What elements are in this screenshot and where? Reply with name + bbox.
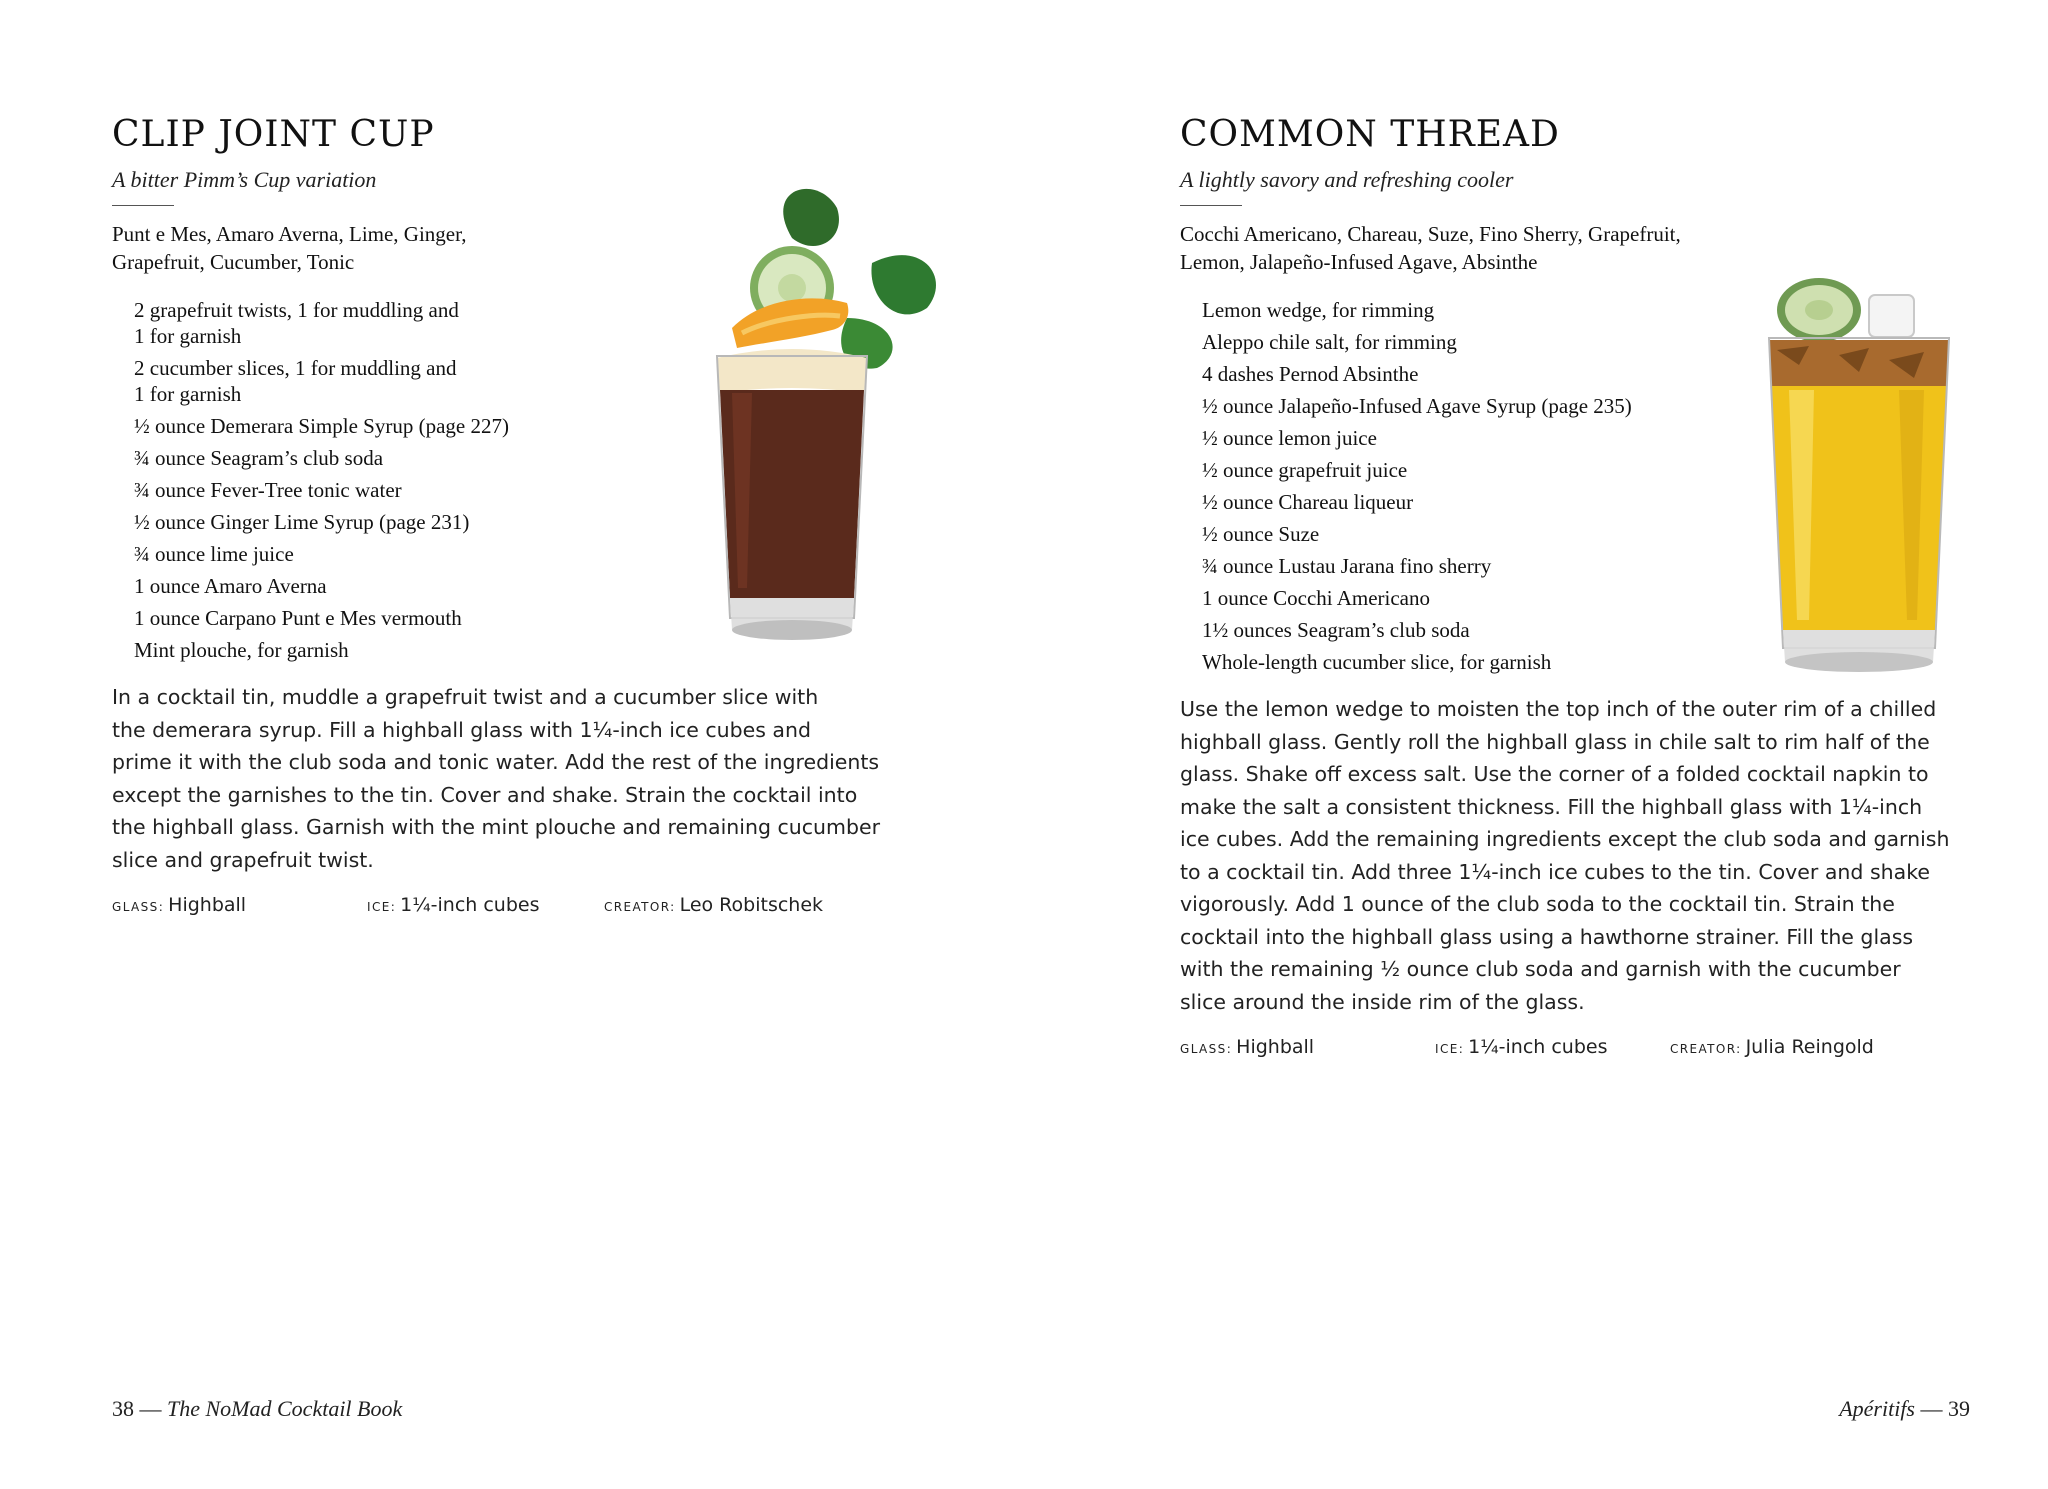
summary-line: Cocchi Americano, Chareau, Suze, Fino Sherry, Grapefruit,: [1180, 222, 1681, 246]
summary-line: Punt e Mes, Amaro Averna, Lime, Ginger,: [112, 222, 467, 246]
ice-label: ICE:: [367, 900, 397, 914]
highball-cocktail-illustration: [642, 178, 1002, 658]
ingredient-line: ½ ounce Ginger Lime Syrup (page 231): [134, 510, 470, 534]
method-line: glass. Shake off excess salt. Use the corner of a folded cocktail napkin to: [1180, 762, 1929, 786]
method-line: cocktail into the highball glass using a hawthorne strainer. Fill the glass: [1180, 924, 1914, 949]
footer-dash: —: [139, 1396, 162, 1421]
right-page: [1180, 0, 1970, 1489]
ingredient-line: 1 ounce Carpano Punt e Mes vermouth: [134, 606, 462, 630]
ingredient-line: ½ ounce Jalapeño-Infused Agave Syrup (page 235): [1202, 394, 1632, 418]
method-line: the demerara syrup. Fill a highball glass with 1¼-inch ice cubes and: [112, 717, 811, 742]
method-line: prime it with the club soda and tonic water. Add the rest of the ingredients: [112, 750, 880, 774]
ingredient-line: ½ ounce Suze: [1202, 522, 1320, 546]
method-line: vigorously. Add 1 ounce of the club soda to the cocktail tin. Strain the: [1180, 892, 1895, 916]
summary-line: Lemon, Jalapeño-Infused Agave, Absinthe: [1180, 250, 1538, 274]
ingredient-item: [134, 509, 509, 535]
ingredient-line: Mint plouche, for garnish: [134, 638, 349, 662]
ice-info: [367, 894, 540, 916]
method-line: the highball glass. Garnish with the mint plouche and remaining cucumber: [112, 815, 881, 839]
ingredient-line: ½ ounce Demerara Simple Syrup (page 227): [134, 414, 509, 438]
ingredient-line: ¾ ounce Lustau Jarana fino sherry: [1202, 554, 1492, 578]
ingredient-item: [1202, 585, 1632, 611]
ingredient-item: [1202, 553, 1632, 579]
ingredient-line: 4 dashes Pernod Absinthe: [1202, 362, 1419, 386]
ice-value: 1¼-inch cubes: [400, 894, 540, 916]
ingredient-line: ¾ ounce lime juice: [134, 542, 294, 566]
recipe-subtitle: A bitter Pimm’s Cup variation: [112, 167, 377, 192]
recipe-title: COMMON THREAD: [1180, 114, 1560, 155]
glass-value: Highball: [168, 894, 247, 916]
glass-label: GLASS:: [112, 900, 165, 914]
ingredient-line: 2 cucumber slices, 1 for muddling and: [134, 356, 457, 380]
glass-info: [1180, 1036, 1314, 1058]
section-title: Apéritifs: [1839, 1396, 1915, 1421]
ingredient-item: [134, 605, 509, 631]
title-rule: [1180, 205, 1242, 206]
method-line: except the garnishes to the tin. Cover and shake. Strain the cocktail into: [112, 782, 858, 807]
recipe-subtitle: A lightly savory and refreshing cooler: [1180, 167, 1514, 192]
ingredient-item: [1202, 489, 1632, 515]
ingredient-item: [1202, 521, 1632, 547]
ice-info: [1435, 1036, 1608, 1058]
footer-dash: —: [1920, 1396, 1943, 1421]
ingredient-item: [1202, 361, 1632, 387]
creator-info: [1670, 1036, 1874, 1058]
highball-cocktail-illustration: [1749, 270, 1979, 680]
ingredient-item: [1202, 649, 1632, 675]
flavor-summary: [112, 220, 467, 276]
method-line: to a cocktail tin. Add three 1¼-inch ice cubes to the tin. Cover and shake: [1180, 859, 1930, 884]
ingredient-line: 1 ounce Amaro Averna: [134, 574, 327, 598]
ingredient-line: ½ ounce Chareau liqueur: [1202, 490, 1414, 514]
ingredient-item: [1202, 617, 1632, 643]
method-line: slice and grapefruit twist.: [112, 847, 374, 872]
ingredient-item: [134, 445, 509, 471]
ingredient-line: 2 grapefruit twists, 1 for muddling and: [134, 298, 459, 322]
ingredient-item: [134, 413, 509, 439]
method-line: slice around the inside rim of the glass.: [1180, 989, 1585, 1014]
method-paragraph: [1180, 693, 1949, 1018]
glass-value: Highball: [1236, 1036, 1315, 1058]
summary-line: Grapefruit, Cucumber, Tonic: [112, 250, 355, 274]
method-line: make the salt a consistent thickness. Fill the highball glass with 1¼-inch: [1180, 794, 1923, 819]
ingredient-list: [134, 297, 509, 669]
ingredient-item: [134, 573, 509, 599]
left-page: [112, 0, 892, 1489]
ingredient-line: Whole-length cucumber slice, for garnish: [1202, 650, 1552, 674]
creator-value: Leo Robitschek: [679, 894, 824, 916]
recipe-title: CLIP JOINT CUP: [112, 114, 435, 155]
ingredient-item: [134, 637, 509, 663]
ingredient-line: ¾ ounce Fever-Tree tonic water: [134, 478, 402, 502]
glass-label: GLASS:: [1180, 1042, 1233, 1056]
ingredient-line: 1 for garnish: [134, 382, 242, 406]
creator-label: CREATOR:: [604, 900, 676, 914]
ingredient-item: [1202, 329, 1632, 355]
ingredient-line: ¾ ounce Seagram’s club soda: [134, 446, 384, 470]
method-line: In a cocktail tin, muddle a grapefruit twist and a cucumber slice with: [112, 685, 819, 709]
ingredient-item: [134, 477, 509, 503]
ingredient-item: [134, 297, 509, 349]
ingredient-line: 1 for garnish: [134, 324, 242, 348]
creator-info: [604, 894, 823, 916]
book-title: The NoMad Cocktail Book: [167, 1396, 403, 1421]
ingredient-item: [134, 541, 509, 567]
ingredient-line: ½ ounce lemon juice: [1202, 426, 1377, 450]
ingredient-line: ½ ounce grapefruit juice: [1202, 458, 1408, 482]
ingredient-line: Lemon wedge, for rimming: [1202, 298, 1435, 322]
ingredient-item: [1202, 457, 1632, 483]
ingredient-item: [1202, 297, 1632, 323]
method-line: Use the lemon wedge to moisten the top inch of the outer rim of a chilled: [1180, 697, 1937, 721]
ingredient-line: 1½ ounces Seagram’s club soda: [1202, 618, 1470, 642]
ingredient-list: [1202, 297, 1632, 681]
ice-value: 1¼-inch cubes: [1468, 1036, 1608, 1058]
ice-label: ICE:: [1435, 1042, 1465, 1056]
page-number: 39: [1948, 1396, 1970, 1421]
ingredient-line: Aleppo chile salt, for rimming: [1202, 330, 1457, 354]
creator-label: CREATOR:: [1670, 1042, 1742, 1056]
method-line: ice cubes. Add the remaining ingredients except the club soda and garnish: [1180, 827, 1950, 851]
page-footer: [1839, 1396, 1970, 1422]
method-paragraph: [112, 681, 880, 876]
ingredient-item: [1202, 425, 1632, 451]
method-line: with the remaining ½ ounce club soda and garnish with the cucumber: [1180, 957, 1901, 981]
page-number: 38: [112, 1396, 134, 1421]
ingredient-item: [134, 355, 509, 407]
glass-info: [112, 894, 246, 916]
title-rule: [112, 205, 174, 206]
page-footer: [112, 1396, 402, 1422]
creator-value: Julia Reingold: [1745, 1036, 1874, 1058]
ingredient-line: 1 ounce Cocchi Americano: [1202, 586, 1431, 610]
flavor-summary: [1180, 220, 1681, 276]
method-line: highball glass. Gently roll the highball glass in chile salt to rim half of the: [1180, 729, 1930, 754]
ingredient-item: [1202, 393, 1632, 419]
